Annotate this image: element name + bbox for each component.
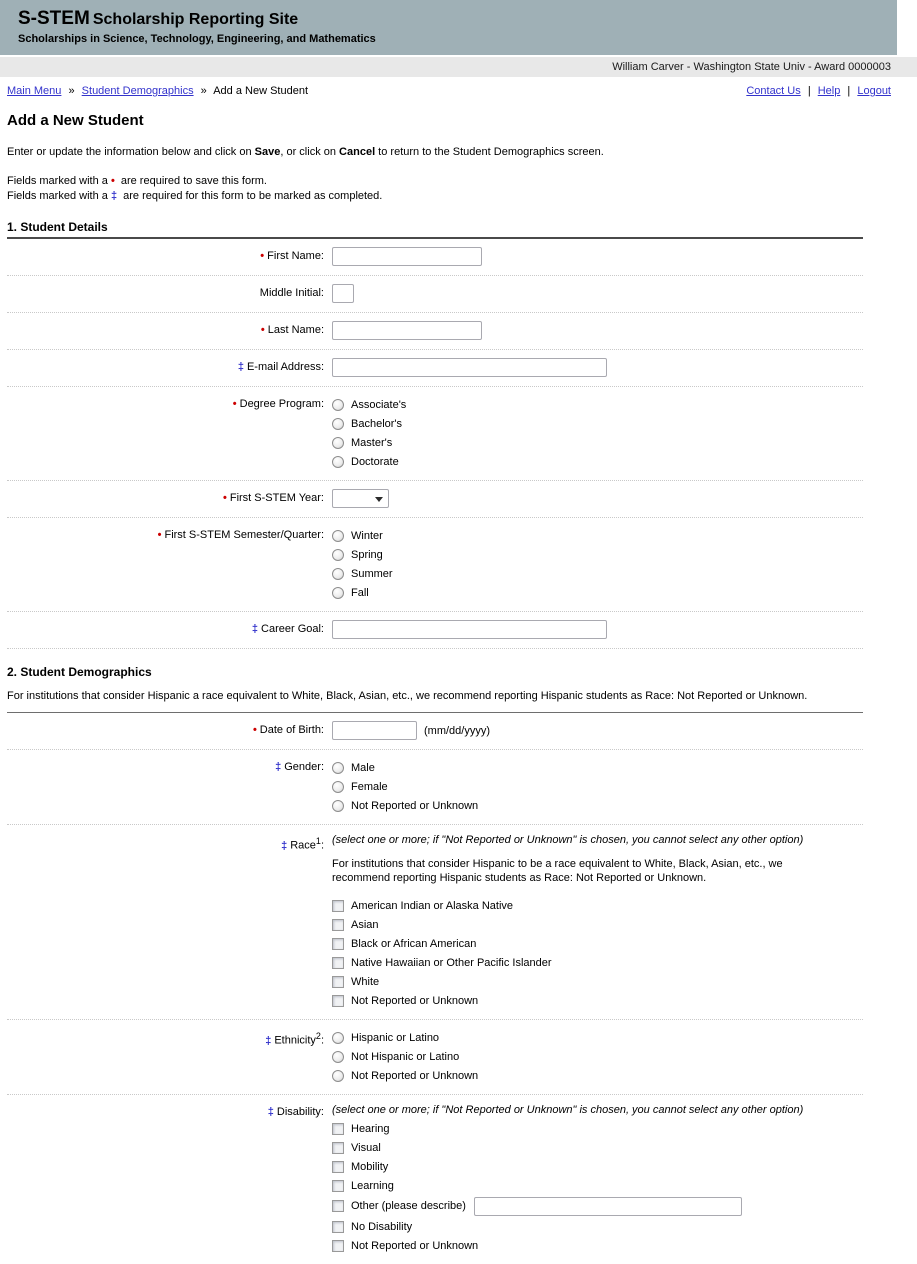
radio-icon[interactable] — [332, 456, 344, 468]
breadcrumb — [7, 85, 308, 97]
ethnicity-label-colon: : — [320, 1034, 324, 1047]
degree-program-label-text: Degree Program: — [239, 398, 324, 410]
semester-option-spring-label: Spring — [351, 548, 383, 561]
legend — [7, 174, 917, 204]
checkbox-icon[interactable] — [332, 919, 344, 931]
intro-text — [7, 145, 917, 159]
first-sstem-year-label — [7, 489, 332, 508]
race-label-colon: : — [320, 839, 324, 852]
first-name-label-text: First Name: — [267, 250, 324, 262]
contact-us-link[interactable]: Contact Us — [746, 85, 801, 97]
race-label-text: Race — [290, 839, 316, 852]
middle-initial-label-text: Middle Initial: — [259, 287, 324, 299]
degree-option-doctorate[interactable] — [332, 452, 863, 471]
race-option-not-reported-label: Not Reported or Unknown — [351, 994, 479, 1007]
ethnicity-footnote-sup: 2 — [315, 1031, 321, 1041]
required-legend-pre: Fields marked with a — [7, 175, 111, 187]
semester-option-winter[interactable] — [332, 526, 863, 545]
gender-label-text: Gender: — [284, 761, 324, 773]
degree-program-options — [332, 395, 863, 471]
completed-marker-icon: ‡ — [251, 623, 259, 635]
radio-icon[interactable] — [332, 437, 344, 449]
form-row-degree-program — [7, 387, 863, 481]
required-marker-icon: • — [157, 529, 162, 541]
page-title: Add a New Student — [7, 112, 144, 129]
required-marker-icon: • — [110, 175, 115, 187]
radio-icon[interactable] — [332, 1051, 344, 1063]
email-label-text: E-mail Address: — [246, 361, 324, 373]
form-row-race — [7, 825, 863, 1020]
middle-initial-input[interactable] — [332, 284, 354, 303]
required-marker-icon: • — [252, 724, 257, 736]
form-row-date-of-birth — [7, 713, 863, 750]
nav-divider: | — [807, 85, 811, 97]
first-sstem-semester-label-text: First S-STEM Semester/Quarter: — [164, 529, 324, 541]
semester-option-fall-label: Fall — [351, 586, 369, 599]
radio-icon[interactable] — [332, 530, 344, 542]
intro-cancel-word: Cancel — [339, 146, 376, 158]
app-title-rest: Scholarship Reporting Site — [92, 11, 299, 28]
required-marker-icon: • — [223, 492, 227, 504]
checkbox-icon[interactable] — [332, 938, 344, 950]
checkbox-icon[interactable] — [332, 1180, 344, 1192]
race-footnote-sup: 1 — [315, 836, 321, 846]
nav-links — [746, 85, 891, 97]
gender-option-male[interactable] — [332, 758, 863, 777]
radio-icon[interactable] — [332, 399, 344, 411]
career-goal-input[interactable] — [332, 620, 607, 639]
email-label — [7, 358, 332, 377]
race-option-asian[interactable] — [332, 915, 863, 934]
disability-option-learning[interactable] — [332, 1176, 863, 1195]
checkbox-icon[interactable] — [332, 1161, 344, 1173]
required-legend — [7, 174, 917, 189]
ethnicity-option-not-reported[interactable] — [332, 1066, 863, 1085]
completed-legend-pre: Fields marked with a — [7, 190, 111, 202]
app-title — [18, 8, 897, 32]
logout-link[interactable]: Logout — [857, 85, 891, 97]
completed-marker-icon: ‡ — [237, 361, 244, 373]
checkbox-icon[interactable] — [332, 1142, 344, 1154]
gender-option-not-reported-label: Not Reported or Unknown — [351, 799, 479, 812]
radio-icon[interactable] — [332, 549, 344, 561]
gender-option-not-reported[interactable] — [332, 796, 863, 815]
disability-option-visual[interactable] — [332, 1138, 863, 1157]
checkbox-icon[interactable] — [332, 995, 344, 1007]
form-row-first-name — [7, 239, 863, 276]
disability-note: (select one or more; if "Not Reported or Unknown" is chosen, you cannot select any other option) — [332, 1104, 804, 1116]
degree-option-associates-label: Associate's — [351, 398, 407, 411]
first-sstem-year-select[interactable] — [332, 489, 389, 508]
disability-option-visual-label: Visual — [351, 1141, 381, 1154]
checkbox-icon[interactable] — [332, 1200, 344, 1212]
breadcrumb-separator: » — [200, 85, 207, 97]
race-option-american-indian-label: American Indian or Alaska Native — [351, 899, 514, 912]
chevron-down-icon — [375, 497, 383, 502]
disability-other-input[interactable] — [474, 1197, 742, 1216]
required-marker-icon: • — [232, 398, 237, 410]
topbar — [0, 77, 917, 97]
first-sstem-semester-options — [332, 526, 863, 602]
semester-option-fall[interactable] — [332, 583, 863, 602]
radio-icon[interactable] — [332, 587, 344, 599]
email-input[interactable] — [332, 358, 607, 377]
race-option-native-hawaiian[interactable] — [332, 953, 863, 972]
radio-icon[interactable] — [332, 781, 344, 793]
form-row-gender — [7, 750, 863, 825]
disability-option-mobility[interactable] — [332, 1157, 863, 1176]
checkbox-icon[interactable] — [332, 900, 344, 912]
career-goal-label — [7, 620, 332, 639]
completed-marker-icon: ‡ — [275, 761, 282, 773]
date-format-hint: (mm/dd/yyyy) — [424, 724, 490, 737]
gender-options — [332, 758, 863, 815]
date-of-birth-input[interactable] — [332, 721, 417, 740]
completed-legend-post: are required for this form to be marked as completed. — [120, 190, 383, 202]
section-2-intro: For institutions that consider Hispanic a race equivalent to White, Black, Asian, etc., we recommend reporting Hispanic students as Race: Not Reported or Unknown. — [7, 690, 808, 702]
nav-divider: | — [847, 85, 851, 97]
intro-pre: Enter or update the information below and click on — [7, 146, 255, 158]
ethnicity-label-text: Ethnicity — [274, 1034, 316, 1047]
gender-option-female[interactable] — [332, 777, 863, 796]
form-row-middle-initial — [7, 276, 863, 313]
section-1-title: 1. Student Details — [7, 220, 863, 239]
disability-option-hearing-label: Hearing — [351, 1122, 390, 1135]
breadcrumb-separator: » — [68, 85, 75, 97]
disability-option-not-reported-label: Not Reported or Unknown — [351, 1239, 479, 1252]
user-status-bar — [0, 57, 917, 77]
gender-label — [7, 758, 332, 815]
first-name-label — [7, 247, 332, 266]
semester-option-winter-label: Winter — [351, 529, 383, 542]
race-option-black-label: Black or African American — [351, 937, 477, 950]
form-row-last-name — [7, 313, 863, 350]
semester-option-summer[interactable] — [332, 564, 863, 583]
radio-icon[interactable] — [332, 1032, 344, 1044]
disability-label — [7, 1103, 332, 1255]
race-option-native-hawaiian-label: Native Hawaiian or Other Pacific Islander — [351, 956, 552, 969]
ethnicity-option-hispanic-label: Hispanic or Latino — [351, 1031, 440, 1044]
intro-mid: , or click on — [280, 146, 340, 158]
ethnicity-label — [7, 1028, 332, 1085]
radio-icon[interactable] — [332, 762, 344, 774]
disability-option-no-disability-label: No Disability — [351, 1220, 413, 1233]
disability-option-learning-label: Learning — [351, 1179, 394, 1192]
ethnicity-option-not-hispanic-label: Not Hispanic or Latino — [351, 1050, 460, 1063]
disability-label-text: Disability: — [276, 1106, 324, 1118]
app-header — [0, 0, 897, 55]
form-row-ethnicity — [7, 1020, 863, 1095]
race-info: For institutions that consider Hispanic to be a race equivalent to White, Black, Asian, etc., we recommend reporting Hispanic students as Race: Not Reported or Unknown. — [332, 858, 783, 884]
first-sstem-semester-label — [7, 526, 332, 602]
form-row-first-sstem-semester — [7, 518, 863, 612]
disability-options — [332, 1119, 863, 1255]
intro-post: to return to the Student Demographics screen. — [375, 146, 604, 158]
race-option-white[interactable] — [332, 972, 863, 991]
degree-option-masters[interactable] — [332, 433, 863, 452]
checkbox-icon[interactable] — [332, 1221, 344, 1233]
career-goal-label-text: Career Goal: — [261, 623, 324, 635]
student-details-form — [7, 239, 863, 649]
section-2-title: 2. Student Demographics — [7, 665, 152, 679]
user-status-text: William Carver - Washington State Univ - Award 0000003 — [612, 61, 891, 73]
form-row-email — [7, 350, 863, 387]
form-row-career-goal — [7, 612, 863, 649]
checkbox-icon[interactable] — [332, 957, 344, 969]
gender-option-female-label: Female — [351, 780, 388, 793]
race-option-american-indian[interactable] — [332, 896, 863, 915]
required-marker-icon: • — [260, 324, 265, 336]
completed-marker-icon: ‡ — [110, 190, 118, 202]
completed-legend — [7, 189, 917, 204]
disability-option-other[interactable] — [332, 1195, 863, 1217]
required-marker-icon: • — [260, 250, 265, 262]
help-link[interactable]: Help — [817, 85, 841, 97]
last-name-label-text: Last Name: — [267, 324, 324, 336]
middle-initial-label — [7, 284, 332, 303]
ethnicity-options — [332, 1028, 863, 1085]
breadcrumb-current: Add a New Student — [213, 85, 309, 97]
degree-option-associates[interactable] — [332, 395, 863, 414]
race-option-not-reported[interactable] — [332, 991, 863, 1010]
race-option-asian-label: Asian — [351, 918, 379, 931]
date-of-birth-label-text: Date of Birth: — [259, 724, 324, 736]
intro-save-word: Save — [254, 146, 281, 158]
radio-icon[interactable] — [332, 418, 344, 430]
date-of-birth-label — [7, 721, 332, 740]
ethnicity-option-hispanic[interactable] — [332, 1028, 863, 1047]
ethnicity-option-not-hispanic[interactable] — [332, 1047, 863, 1066]
checkbox-icon[interactable] — [332, 976, 344, 988]
degree-option-bachelors-label: Bachelor's — [351, 417, 403, 430]
first-sstem-year-label-text: First S-STEM Year: — [229, 492, 324, 504]
breadcrumb-main-menu[interactable]: Main Menu — [7, 85, 62, 97]
disability-option-mobility-label: Mobility — [351, 1160, 389, 1173]
app-title-prefix: S-STEM — [18, 8, 90, 29]
gender-option-male-label: Male — [351, 761, 375, 774]
degree-option-bachelors[interactable] — [332, 414, 863, 433]
last-name-input[interactable] — [332, 321, 482, 340]
degree-program-label — [7, 395, 332, 471]
student-demographics-form — [7, 712, 863, 1264]
race-options — [332, 896, 863, 1010]
last-name-label — [7, 321, 332, 340]
semester-option-spring[interactable] — [332, 545, 863, 564]
race-option-white-label: White — [351, 975, 380, 988]
semester-option-summer-label: Summer — [351, 567, 393, 580]
app-subtitle: Scholarships in Science, Technology, Engineering, and Mathematics — [18, 33, 376, 45]
disability-option-other-label: Other (please describe) — [351, 1200, 466, 1212]
breadcrumb-student-demographics[interactable]: Student Demographics — [81, 85, 194, 97]
race-option-black[interactable] — [332, 934, 863, 953]
checkbox-icon[interactable] — [332, 1240, 344, 1252]
disability-option-not-reported[interactable] — [332, 1236, 863, 1255]
ethnicity-option-not-reported-label: Not Reported or Unknown — [351, 1069, 479, 1082]
completed-marker-icon: ‡ — [265, 1034, 272, 1047]
checkbox-icon[interactable] — [332, 1123, 344, 1135]
first-name-input[interactable] — [332, 247, 482, 266]
degree-option-doctorate-label: Doctorate — [351, 455, 399, 468]
disability-option-no-disability[interactable] — [332, 1217, 863, 1236]
completed-marker-icon: ‡ — [281, 839, 288, 852]
radio-icon[interactable] — [332, 800, 344, 812]
disability-option-hearing[interactable] — [332, 1119, 863, 1138]
radio-icon[interactable] — [332, 568, 344, 580]
race-note: (select one or more; if "Not Reported or Unknown" is chosen, you cannot select any other option) — [332, 834, 804, 846]
form-row-first-sstem-year — [7, 481, 863, 518]
race-label — [7, 833, 332, 1010]
radio-icon[interactable] — [332, 1070, 344, 1082]
degree-option-masters-label: Master's — [351, 436, 393, 449]
form-row-disability — [7, 1095, 863, 1264]
required-legend-post: are required to save this form. — [117, 175, 267, 187]
completed-marker-icon: ‡ — [267, 1106, 274, 1118]
